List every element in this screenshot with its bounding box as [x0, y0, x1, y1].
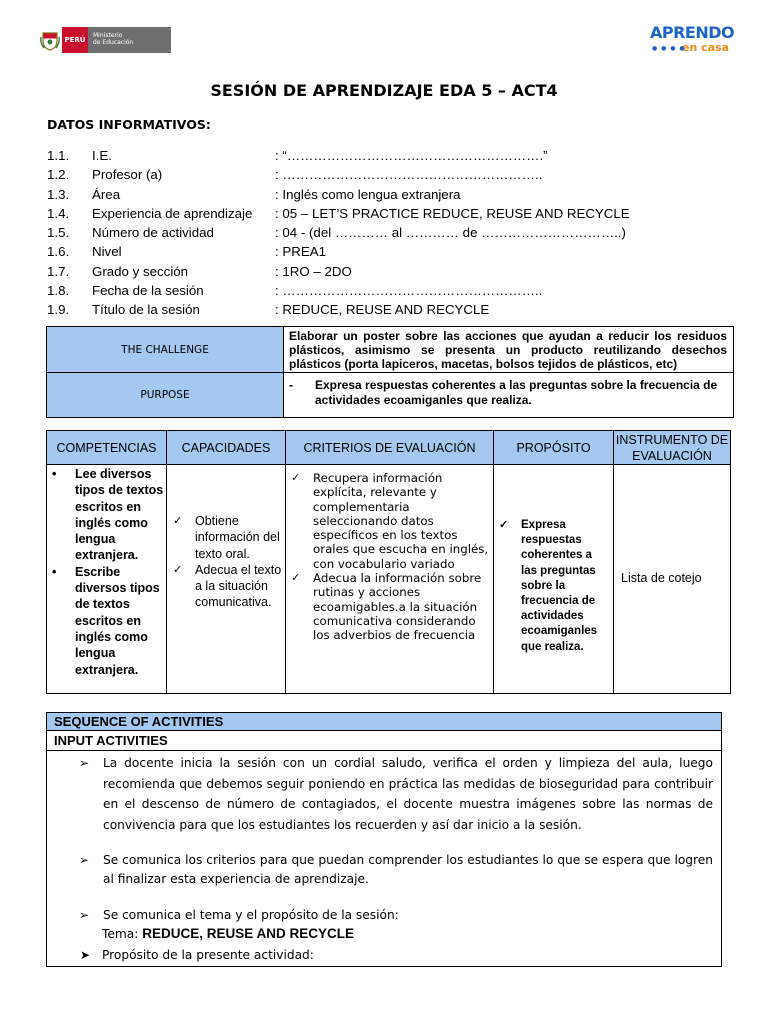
datos-row: 1.9. Título de la sesión : REDUCE, REUSE AND RECYCLE — [47, 302, 490, 318]
challenge-text: Elaborar un poster sobre las acciones que ayudan a reducir los residuos plásticos, asimismo se presenta un producto reutilizando desechos plásticos (porta lapiceros, macetas, bolsos tejidos de plásticos, etc) — [289, 329, 727, 371]
arrow-bullet-icon: ➢ — [79, 853, 90, 867]
input-activities-heading: INPUT ACTIVITIES — [47, 731, 721, 751]
header-capacidades: CAPACIDADES — [181, 441, 271, 455]
capacidad-item: ✓ Adecua el texto a la situación comunicativa. — [169, 562, 285, 611]
arrow-bullet-icon: ➢ — [79, 908, 90, 922]
tema-value: REDUCE, REUSE AND RECYCLE — [142, 926, 354, 941]
competencias-cell — [49, 466, 167, 678]
proposito-item: ✓ Expresa respuestas coherentes a las preguntas sobre la frecuencia de actividades ecoamiganles que realiza. — [495, 518, 611, 655]
aprendo-word: APRENDO — [650, 23, 735, 42]
dots-decoration-icon: ● ● ● ● — [652, 45, 686, 52]
proposito-cell — [495, 518, 611, 655]
competencia-item: • Lee diversos tipos de textos escritos en inglés como lengua extranjera. — [49, 466, 167, 564]
criterio-item: ✓ Recupera información explícita, relevante y complementaria seleccionando datos específicos en los textos orales que escucha en inglés, con vocabulario variado — [287, 471, 493, 571]
criterio-item: ✓ Adecua la información sobre rutinas y acciones ecoamigables.a la situación comunicativa considerando los adverbios de frecuencia — [287, 571, 493, 642]
en-casa-word: en casa — [682, 41, 730, 54]
datos-row: 1.1. I.E. : “………………………………………………….” — [47, 148, 548, 163]
datos-row: 1.6. Nivel : PREA1 — [47, 244, 326, 260]
coat-of-arms-icon — [38, 27, 62, 53]
competencias-table — [46, 430, 731, 694]
header-instrumento: INSTRUMENTO DE EVALUACIÓN — [615, 433, 729, 463]
ministerio-logo — [38, 27, 171, 53]
ministry-label: Ministerio de Educación — [88, 27, 171, 53]
header-competencias: COMPETENCIAS — [56, 441, 157, 455]
proposito-line: ➤ Propósito de la presente actividad: — [80, 948, 314, 962]
tema-label: Tema: — [102, 927, 139, 941]
competencia-item: • Escribe diversos tipos de textos escritos en inglés como lengua extranjera. — [49, 564, 167, 678]
purpose-dash: - — [289, 378, 293, 392]
purpose-row — [47, 373, 733, 417]
datos-row: 1.5. Número de actividad : 04 - (del ………… al ………… de …………………………..) — [47, 225, 626, 241]
activity-paragraph: ➢ La docente inicia la sesión con un cordial saludo, verifica el orden y limpieza del aula, luego recomienda que debemos seguir poniendo en práctica las medidas de bioseguridad para contribuir en el descenso de número de contagiados, el docente muestra imágenes sobre las normas de convivencia para que los estudiantes los recuerden y así dar inicio a la sesión. — [103, 753, 713, 835]
datos-heading: DATOS INFORMATIVOS: — [47, 117, 211, 132]
datos-row: 1.3. Área : Inglés como lengua extranjera — [47, 186, 461, 202]
capacidad-item: ✓ Obtiene información del texto oral. — [169, 513, 285, 562]
arrow-bullet-icon: ➤ — [80, 948, 91, 962]
datos-row: 1.2. Profesor (a) : ………………………………………………….. — [47, 167, 543, 183]
activity-paragraph: ➢ Se comunica el tema y el propósito de la sesión: — [103, 905, 713, 926]
column-divider — [493, 431, 494, 693]
tema-line — [102, 926, 354, 941]
datos-row: 1.7. Grado y sección : 1RO – 2DO — [47, 263, 352, 279]
datos-row: 1.8. Fecha de la sesión : ………………………………………………….. — [47, 283, 543, 299]
activity-paragraph: ➢ Se comunica los criterios para que puedan comprender los estudiantes lo que se espera que logren al finalizar esta experiencia de aprendizaje. — [79, 853, 713, 886]
sequence-heading: SEQUENCE OF ACTIVITIES — [47, 713, 721, 731]
purpose-label: PURPOSE — [47, 373, 284, 417]
challenge-table — [46, 326, 734, 418]
capacidades-cell — [169, 513, 285, 611]
header-criterios: CRITERIOS DE EVALUACIÓN — [303, 441, 476, 455]
instrumento-cell: Lista de cotejo — [621, 571, 702, 585]
column-divider — [613, 431, 614, 693]
purpose-text: Expresa respuestas coherentes a las preguntas sobre la frecuencia de actividades ecoamiganles que realiza. — [315, 378, 718, 407]
datos-list — [47, 146, 737, 320]
purpose-text-block — [289, 378, 725, 408]
column-divider — [285, 431, 286, 693]
challenge-label: THE CHALLENGE — [47, 327, 284, 372]
datos-row: 1.4. Experiencia de aprendizaje : 05 – LET’S PRACTICE REDUCE, REUSE AND RECYCLE — [47, 205, 630, 221]
table-header-row — [47, 431, 730, 465]
peru-label: PERÚ — [62, 27, 88, 53]
document-title: SESIÓN DE APRENDIZAJE EDA 5 – ACT4 — [210, 81, 558, 100]
challenge-row — [47, 327, 733, 373]
criterios-cell — [287, 471, 493, 643]
header-proposito: PROPÓSITO — [516, 441, 591, 455]
aprendo-en-casa-logo — [650, 24, 742, 56]
sequence-section — [46, 712, 722, 967]
arrow-bullet-icon: ➢ — [79, 756, 90, 770]
